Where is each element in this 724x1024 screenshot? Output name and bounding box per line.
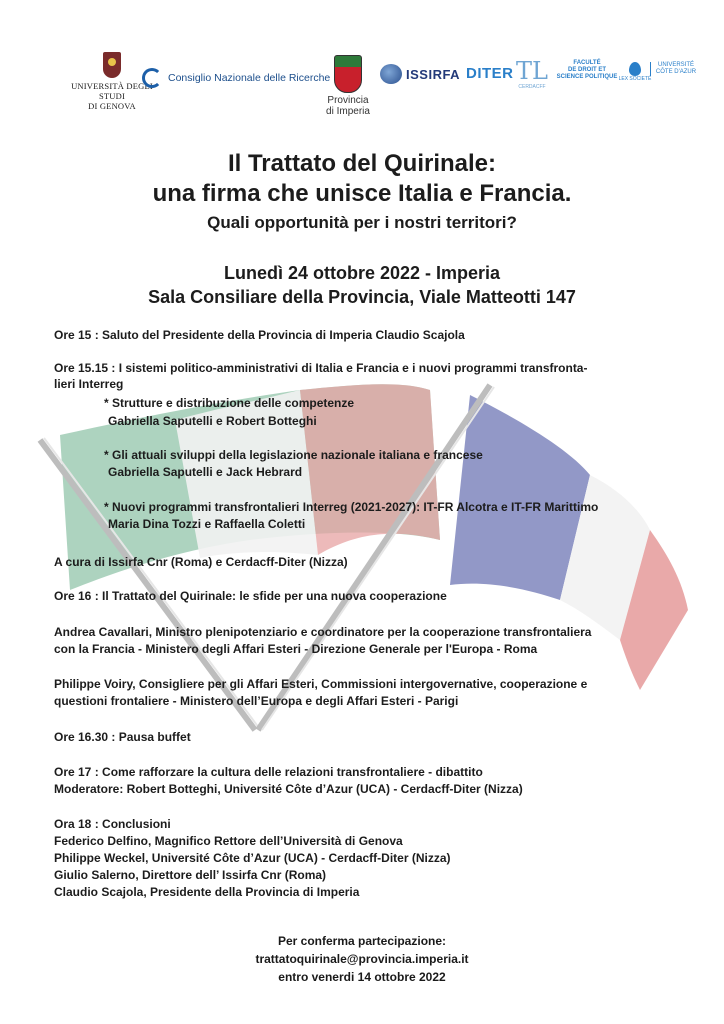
faculte-line3: SCIENCE POLITIQUE: [556, 74, 618, 80]
uca-logo: [650, 62, 701, 76]
program-line: con la Francia - Ministero degli Affari Esteri - Direzione Generale per l'Europa - Roma: [54, 642, 538, 656]
program-line: Ore 17 : Come rafforzare la cultura delle relazioni transfrontaliere - dibattito: [54, 765, 483, 779]
title-line2: una firma che unisce Italia e Francia.: [152, 180, 572, 207]
program-line: Ora 18 : Conclusioni: [54, 817, 171, 831]
cnr-name: Consiglio Nazionale delle Ricerche: [168, 72, 331, 84]
globe-icon: [380, 64, 402, 84]
cnr-logo: [142, 68, 330, 88]
program-line: questioni frontaliere - Ministero dell’Europa e degli Affari Esteri - Parigi: [54, 694, 459, 708]
program-line: Ore 15.15 : I sistemi politico-amministrativi di Italia e Francia e i nuovi programmi transfronta-: [54, 361, 588, 375]
program-line: Philippe Voiry, Consigliere per gli Affari Esteri, Commissioni intergovernative, cooperazione e: [54, 677, 588, 691]
subtitle: Quali opportunità per i nostri territori?: [207, 213, 517, 232]
provincia-line1: Provincia: [327, 95, 369, 106]
program-line: Andrea Cavallari, Ministro plenipotenziario e coordinatore per la cooperazione transfrontaliera: [54, 625, 592, 639]
event-date: Lunedì 24 ottobre 2022 - Imperia: [223, 263, 501, 283]
program-line: Gabriella Saputelli e Jack Hebrard: [108, 465, 303, 479]
issirfa-logo: [380, 64, 460, 84]
lex-name: LEX SOCIETÉ: [618, 76, 652, 82]
uca-line2: CÔTE D'AZUR: [655, 69, 697, 75]
program-line: lieri Interreg: [54, 377, 124, 391]
rsvp-deadline: entro venerdi 14 ottobre 2022: [278, 970, 446, 984]
program-line: Claudio Scajola, Presidente della Provincia di Imperia: [54, 885, 360, 899]
faculte-line2: DE DROIT ET: [567, 67, 606, 73]
program-line: Ore 16 : Il Trattato del Quirinale: le sfide per una nuova cooperazione: [54, 589, 447, 603]
drop-icon: [629, 62, 641, 76]
rsvp-label: Per conferma partecipazione:: [277, 934, 447, 948]
program-line: Ore 16.30 : Pausa buffet: [54, 730, 191, 744]
faculte-line1: FACULTÉ: [573, 60, 601, 66]
program-line: Ore 15 : Saluto del Presidente della Provincia di Imperia Claudio Scajola: [54, 328, 465, 342]
issirfa-name: ISSIRFA: [406, 66, 461, 82]
program-line: A cura di Issirfa Cnr (Roma) e Cerdacff-Diter (Nizza): [54, 555, 348, 569]
program-line: * Nuovi programmi transfrontalieri Interreg (2021-2027): IT-FR Alcotra e IT-FR Marittimo: [104, 500, 599, 514]
provincia-logo: [318, 55, 378, 117]
rsvp-email[interactable]: trattatoquirinale@provincia.imperia.it: [255, 952, 469, 966]
unige-name-line1: UNIVERSITÀ DEGLI STUDI: [71, 81, 153, 101]
lex-logo: [618, 62, 652, 82]
cnr-mark-icon: [142, 68, 162, 88]
provincia-line2: di Imperia: [326, 106, 370, 117]
uca-line1: UNIVERSITÉ: [657, 62, 694, 68]
unige-shield-icon: [103, 52, 121, 78]
program-line: Moderatore: Robert Botteghi, Université Côte d’Azur (UCA) - Cerdacff-Diter (Nizza): [54, 782, 523, 796]
cerdacff-mark-icon: TL: [516, 57, 548, 85]
program-line: Giulio Salerno, Direttore dell’ Issirfa Cnr (Roma): [54, 868, 327, 882]
title-line1: Il Trattato del Quirinale:: [227, 150, 497, 177]
program-line: * Gli attuali sviluppi della legislazione nazionale italiana e francese: [104, 448, 483, 462]
program-line: * Strutture e distribuzione delle competenze: [104, 396, 355, 410]
event-place: Sala Consiliare della Provincia, Viale Matteotti 147: [148, 287, 576, 307]
program-line: Maria Dina Tozzi e Raffaella Coletti: [108, 517, 306, 531]
provincia-crest-icon: [334, 55, 362, 93]
diter-logo: DITER: [466, 65, 514, 82]
program-line: Gabriella Saputelli e Robert Botteghi: [108, 414, 317, 428]
unige-name-line2: DI GENOVA: [88, 101, 136, 111]
program-line: Philippe Weckel, Université Côte d’Azur (UCA) - Cerdacff-Diter (Nizza): [54, 851, 451, 865]
program-line: Federico Delfino, Magnifico Rettore dell’Università di Genova: [54, 834, 403, 848]
cerdacff-logo: [514, 58, 550, 90]
faculte-logo: [556, 60, 618, 81]
cerdacff-name: CERDACFF: [518, 84, 546, 90]
